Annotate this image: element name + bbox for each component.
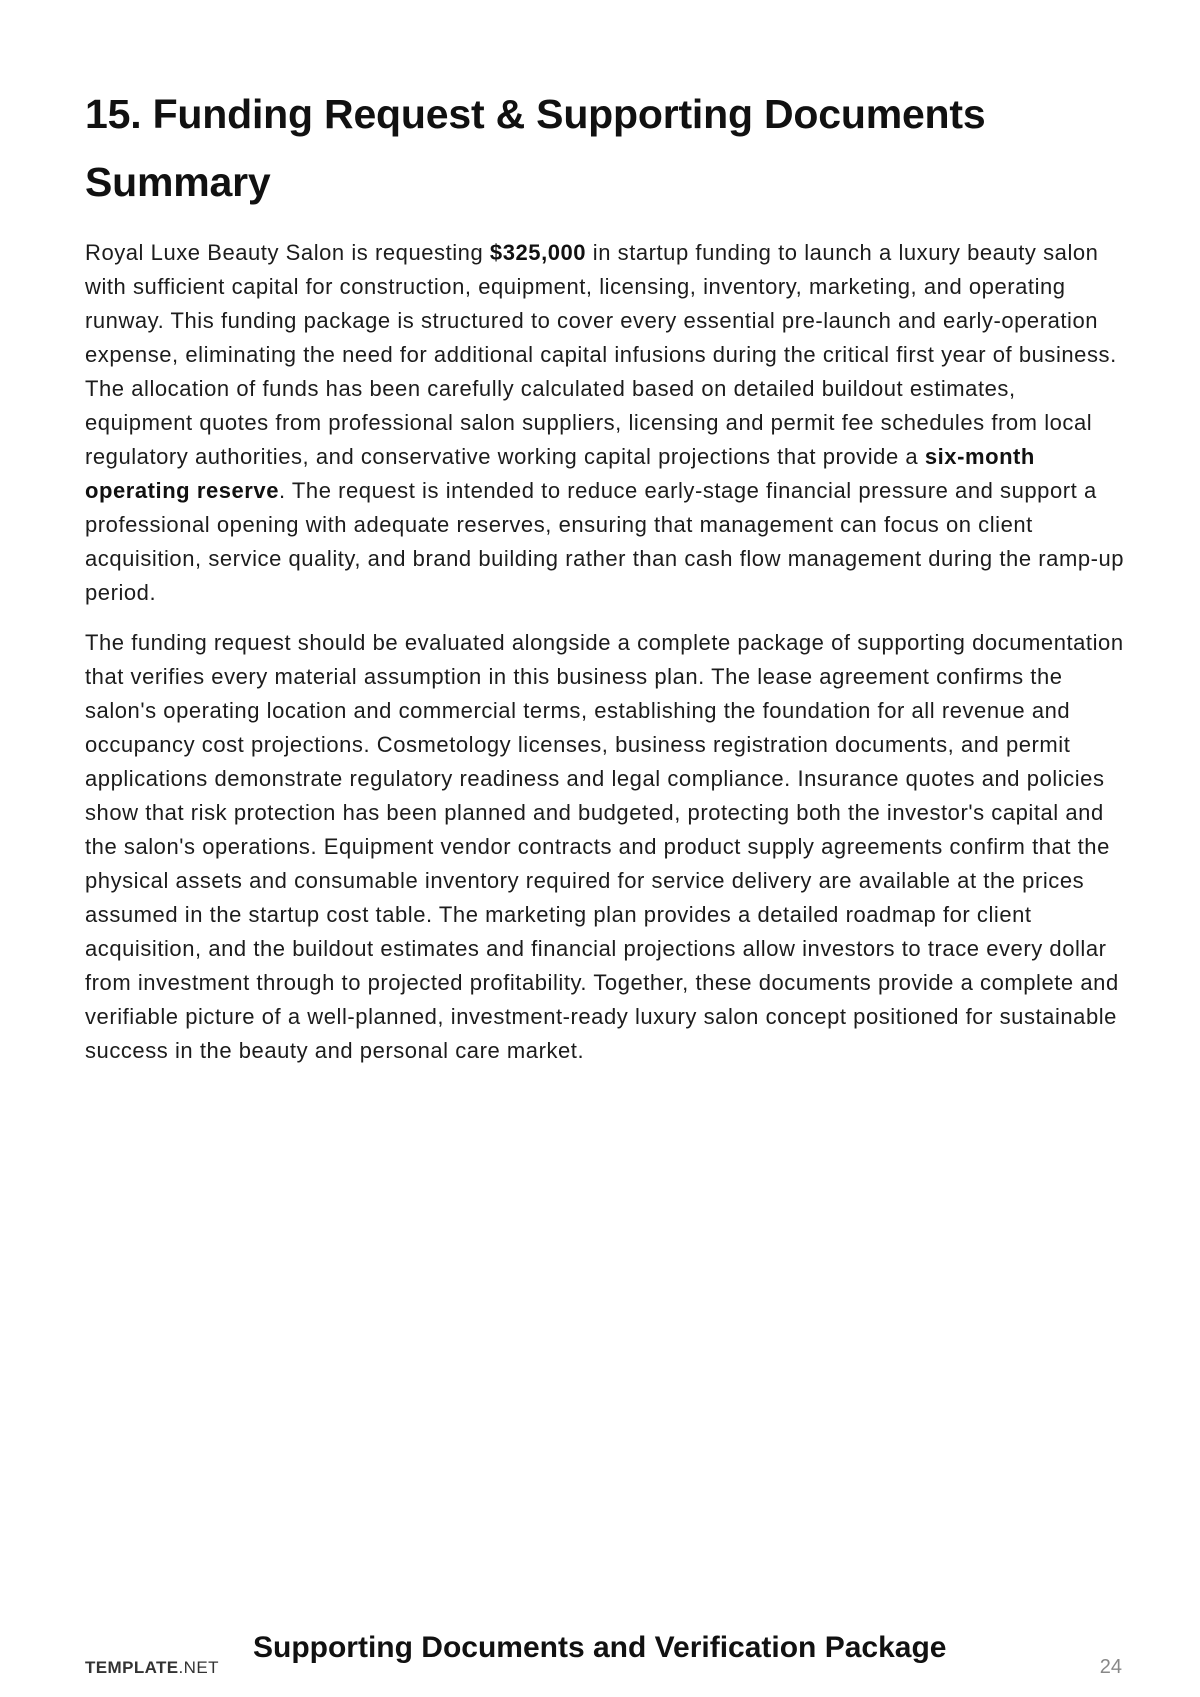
paragraph-text: . The request is intended to reduce early-stage financial pressure and support a professional opening with adequate reserves, ensuring that management can focus on client acquisition, service quality, and brand building rather than cash flow management during the ramp-up period. — [85, 478, 1125, 605]
page-title: 15. Funding Request & Supporting Documents Summary — [85, 91, 986, 205]
next-section-heading: Supporting Documents and Verification Package — [253, 1631, 947, 1664]
funding-amount: $325,000 — [489, 240, 587, 265]
logo-text-light: .NET — [178, 1658, 219, 1677]
page-content — [85, 80, 1125, 1084]
operating-reserve-emphasis: six-month operating reserve — [85, 444, 1035, 503]
page-number: 24 — [1099, 1656, 1122, 1678]
supporting-documents-paragraph: The funding request should be evaluated alongside a complete package of supporting documentation that verifies every material assumption in this business plan. The lease agreement confirms the salon's operating location and commercial terms, establishing the foundation for all revenue and occupancy cost projections. Cosmetology licenses, business registration documents, and permit applications demonstrate regulatory readiness and legal compliance. Insurance quotes and policies show that risk protection has been planned and budgeted, protecting both the investor's capital and the salon's operations. Equipment vendor contracts and product supply agreements confirm that the physical assets and consumable inventory required for service delivery are available at the prices assumed in the startup cost table. The marketing plan provides a detailed roadmap for client acquisition, and the buildout estimates and financial projections allow investors to trace every dollar from investment through to projected profitability. Together, these documents provide a complete and verifiable picture of a well-planned, investment-ready luxury salon concept positioned for sustainable success in the beauty and personal care market. — [85, 630, 1124, 1063]
logo-text-bold: TEMPLATE — [85, 1658, 179, 1677]
paragraph-text: in startup funding to launch a luxury beauty salon with sufficient capital for construction, equipment, licensing, inventory, marketing, and operating runway. This funding package is structured to cover every essential pre-launch and early-operation expense, eliminating the need for additional capital infusions during the critical first year of business. The allocation of funds has been carefully calculated based on detailed buildout estimates, equipment quotes from professional salon suppliers, licensing and permit fee schedules from local regulatory authorities, and conservative working capital projections that provide a — [85, 240, 1117, 469]
template-net-logo[interactable] — [85, 1658, 219, 1678]
funding-request-paragraph — [85, 236, 1125, 610]
paragraph-text: Royal Luxe Beauty Salon is requesting — [85, 240, 490, 265]
